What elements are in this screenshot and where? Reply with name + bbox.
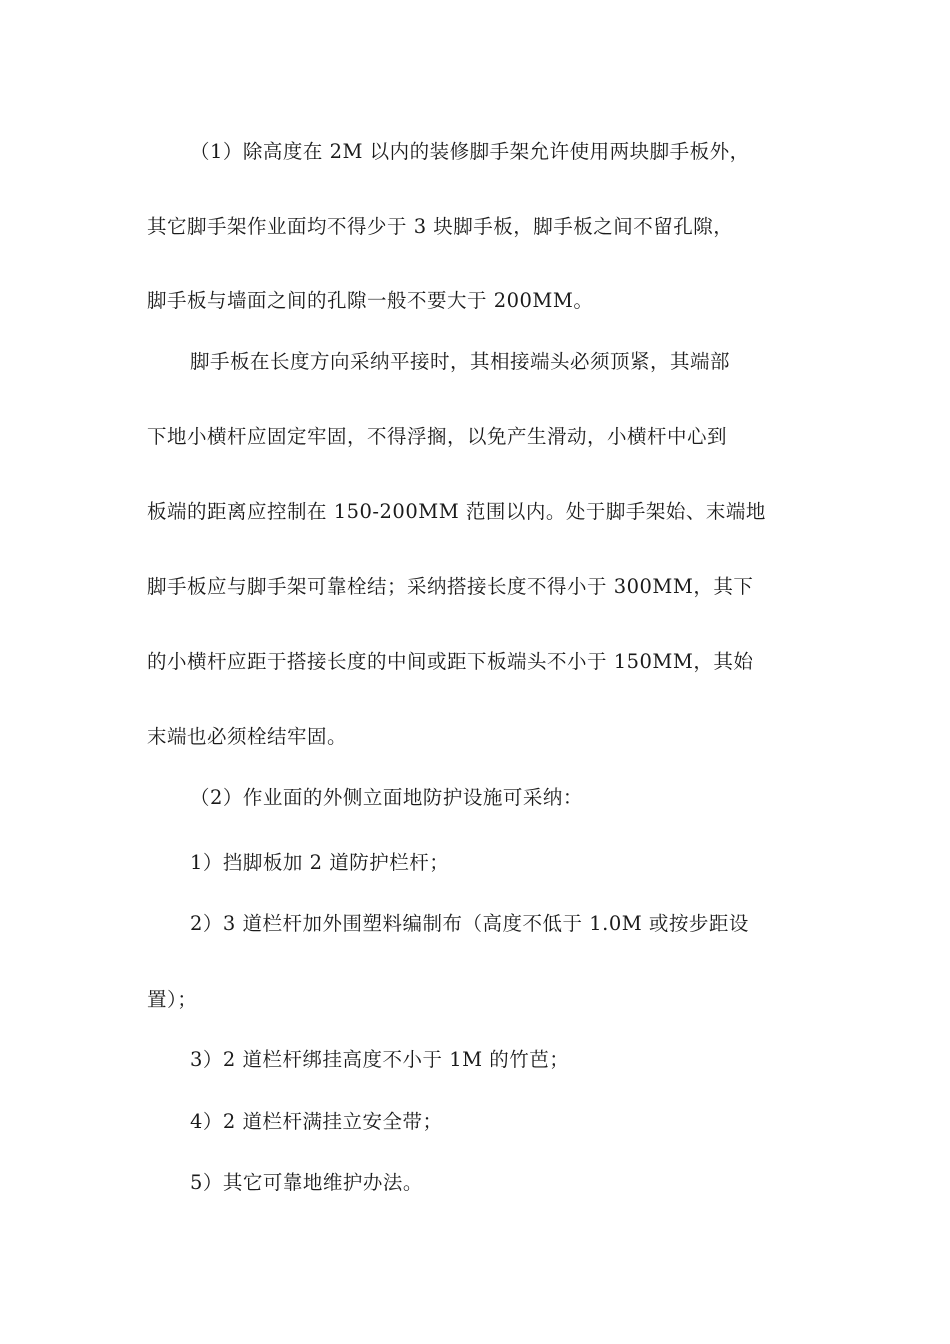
list-item-2-line-2: 置）； bbox=[147, 988, 198, 1011]
paragraph-3-line-1: （2）作业面的外侧立面地防护设施可采纳： bbox=[190, 786, 583, 809]
paragraph-2-line-4: 脚手板应与脚手架可靠栓结；采纳搭接长度不得小于 300MM，其下 bbox=[147, 575, 754, 598]
paragraph-2-line-1: 脚手板在长度方向采纳平接时，其相接端头必须顶紧，其端部 bbox=[190, 350, 731, 373]
paragraph-1-line-3: 脚手板与墙面之间的孔隙一般不要大于 200MM。 bbox=[147, 289, 594, 312]
paragraph-2-line-5: 的小横杆应距于搭接长度的中间或距下板端头不小于 150MM，其始 bbox=[147, 650, 754, 673]
paragraph-1-line-1: （1）除高度在 2M 以内的装修脚手架允许使用两块脚手板外， bbox=[190, 140, 750, 163]
paragraph-2-line-3: 板端的距离应控制在 150-200MM 范围以内。处于脚手架始、末端地 bbox=[147, 500, 766, 523]
paragraph-2-line-6: 末端也必须栓结牢固。 bbox=[147, 725, 348, 748]
list-item-3: 3）2 道栏杆绑挂高度不小于 1M 的竹芭； bbox=[190, 1048, 570, 1071]
list-item-2-line-1: 2）3 道栏杆加外围塑料编制布（高度不低于 1.0M 或按步距设 bbox=[190, 912, 749, 935]
paragraph-2-line-2: 下地小横杆应固定牢固，不得浮搁，以免产生滑动，小横杆中心到 bbox=[147, 425, 728, 448]
list-item-4: 4）2 道栏杆满挂立安全带； bbox=[190, 1110, 443, 1133]
list-item-1: 1）挡脚板加 2 道防护栏杆； bbox=[190, 851, 450, 874]
paragraph-1-line-2: 其它脚手架作业面均不得少于 3 块脚手板，脚手板之间不留孔隙， bbox=[147, 215, 734, 238]
list-item-5: 5）其它可靠地维护办法。 bbox=[190, 1171, 423, 1194]
